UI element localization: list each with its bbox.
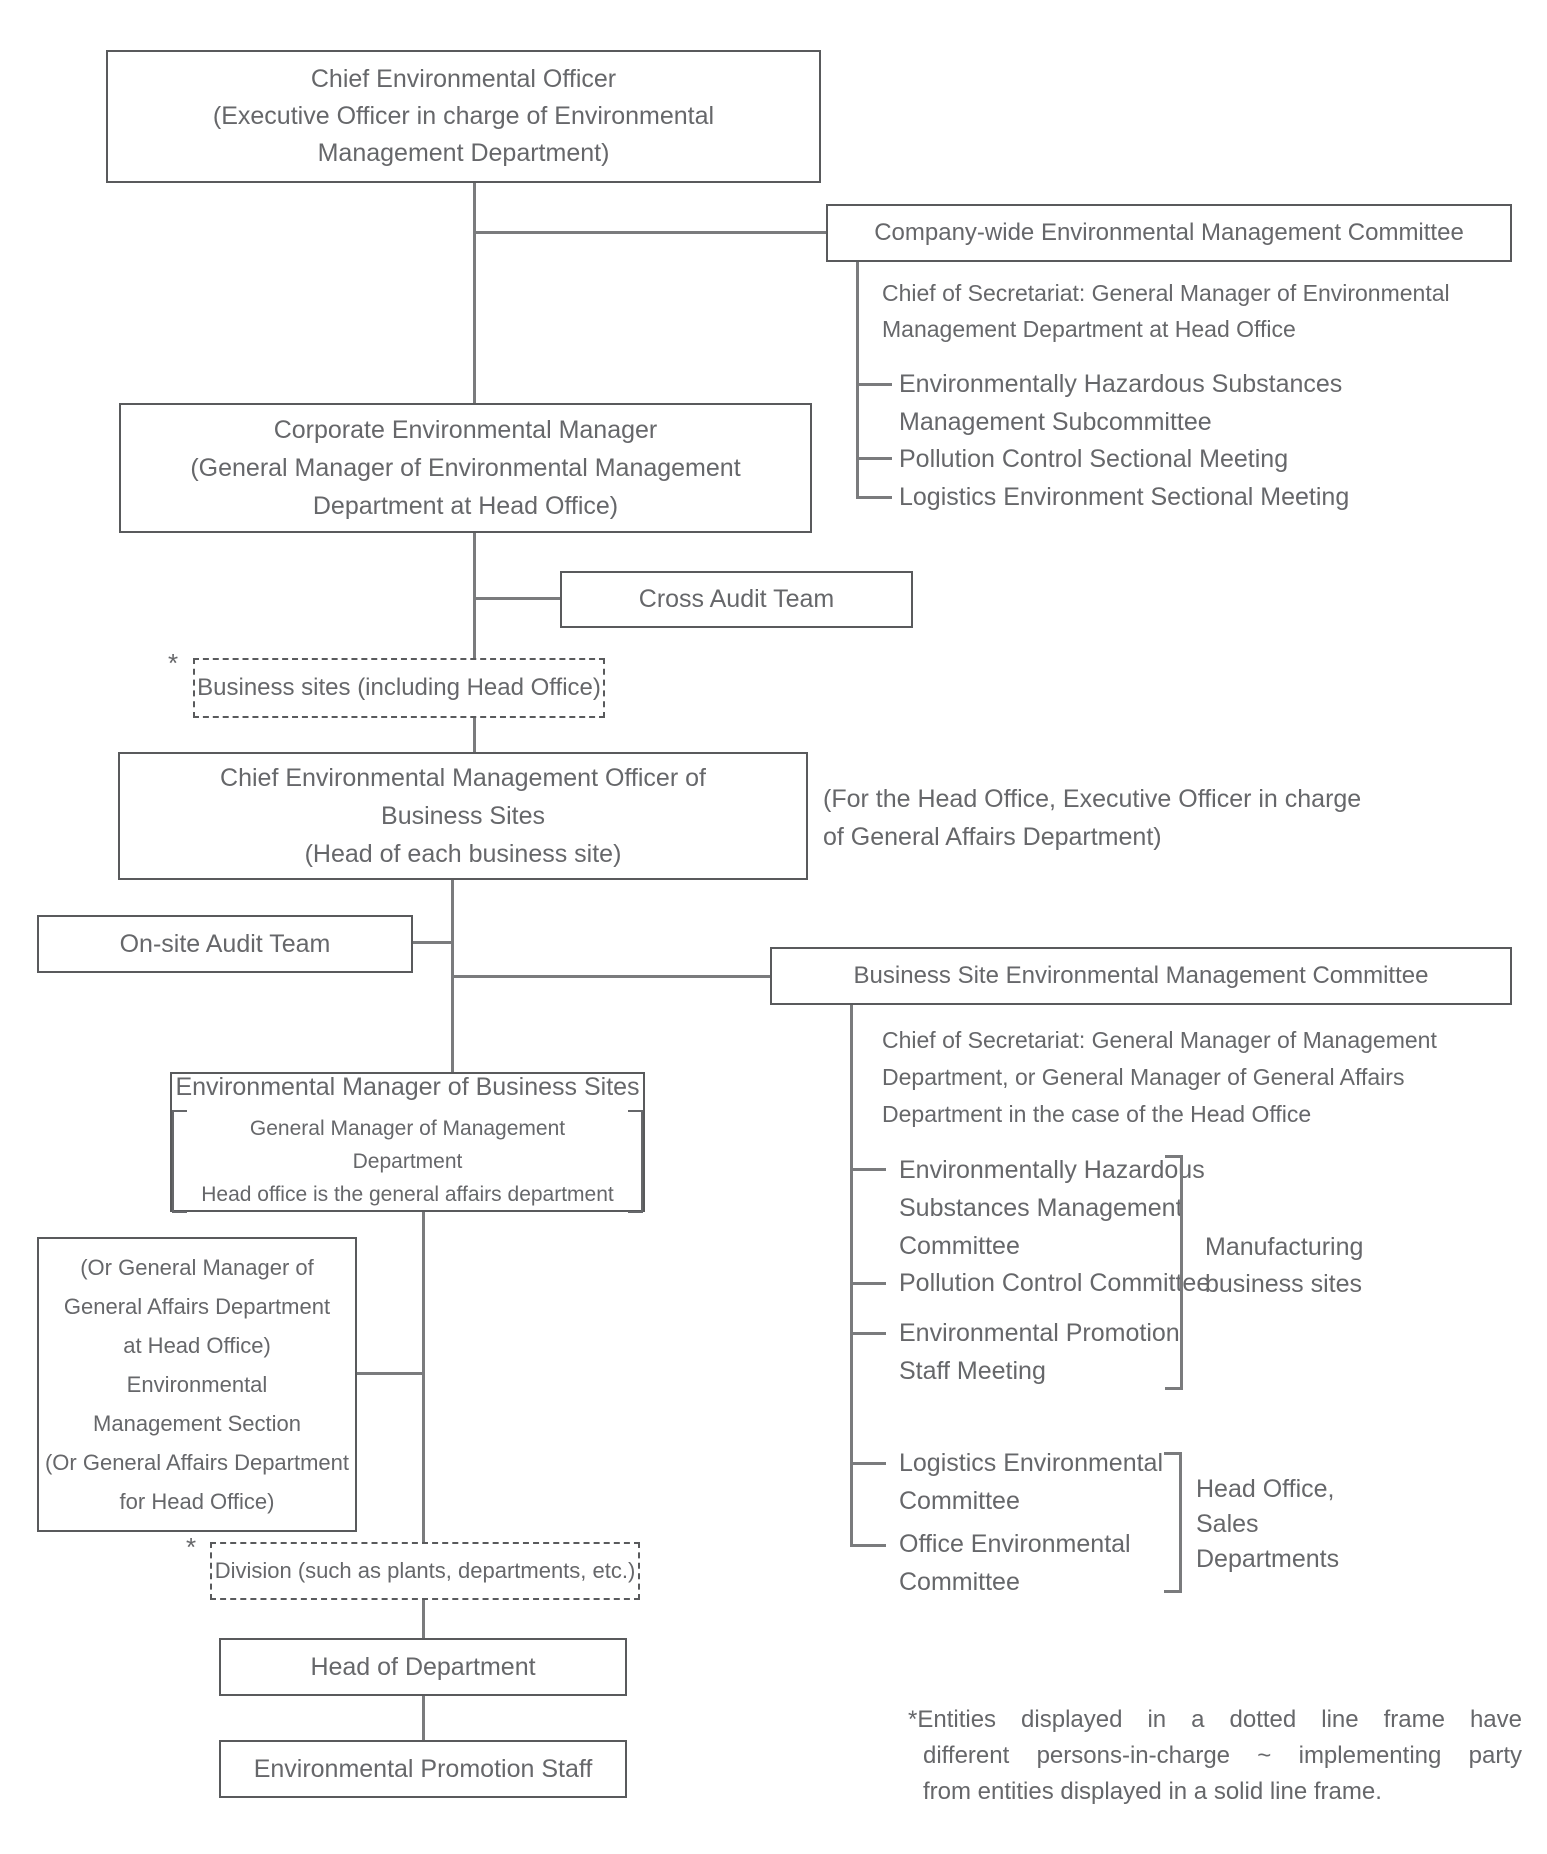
committee-item: Pollution Control Committee xyxy=(899,1269,1211,1297)
bracketed-note xyxy=(172,1110,643,1213)
manufacturing-group-label: Manufacturing business sites xyxy=(1205,1233,1364,1298)
box-text-line: (Executive Officer in charge of Environmental xyxy=(212,102,715,130)
box-text-line: (General Manager of Environmental Management xyxy=(190,454,741,482)
environmental-manager-of-business-sites-box xyxy=(170,1072,645,1212)
subcommittee-item: Environmentally Hazardous Substances Management Subcommittee xyxy=(899,370,1343,436)
corporate-environmental-manager-box xyxy=(119,403,812,533)
companywide-committee-list-spine xyxy=(856,262,859,499)
connector-corporate-to-sites xyxy=(473,533,476,658)
box-text-line: Head of Department xyxy=(310,1652,536,1681)
connector-to-cross-audit xyxy=(473,597,560,600)
box-text-line: General Manager of Management Department xyxy=(249,1116,566,1173)
environmental-promotion-staff-box xyxy=(219,1740,627,1798)
connector-to-onsite-audit xyxy=(413,941,451,944)
box-text-line: Head office is the general affairs department xyxy=(201,1182,614,1206)
cross-audit-team-box xyxy=(560,571,913,628)
connector-section-to-trunk xyxy=(357,1372,422,1375)
committee-item: Environmental Promotion Staff Meeting xyxy=(899,1319,1180,1385)
chief-environmental-officer-box xyxy=(106,50,821,183)
right-square-bracket xyxy=(628,1110,643,1213)
list-tick xyxy=(850,1168,886,1171)
box-text-line: Environmental xyxy=(126,1372,268,1397)
onsite-audit-team-box xyxy=(37,915,413,973)
head-office-parenthetical-note: (For the Head Office, Executive Officer in charge of General Affairs Department) xyxy=(823,785,1362,851)
connector-head-to-staff xyxy=(422,1696,425,1740)
subcommittee-item: Pollution Control Sectional Meeting xyxy=(899,445,1289,473)
box-text-line: Chief Environmental Officer xyxy=(310,65,617,93)
box-text-line: Management Department) xyxy=(317,139,610,167)
business-site-environmental-management-committee-box xyxy=(770,947,1512,1005)
dotted-frame-asterisk: * xyxy=(186,1532,197,1562)
box-text-line: (Or General Affairs Department xyxy=(44,1450,350,1475)
business-site-committee-list-spine xyxy=(850,1005,853,1547)
subcommittee-item: Logistics Environment Sectional Meeting xyxy=(899,483,1350,511)
left-square-bracket xyxy=(172,1110,187,1213)
head-office-sales-group-bracket xyxy=(1164,1452,1182,1593)
list-tick xyxy=(850,1462,886,1465)
companywide-secretariat-note: Chief of Secretariat: General Manager of Environmental Management Department at Head Office xyxy=(882,280,1450,342)
box-text-line: (Head of each business site) xyxy=(304,840,622,868)
box-text-line: Business Site Environmental Management Committee xyxy=(853,962,1429,989)
footnote: *Entities displayed in a dotted line frame have different persons-in-charge ~ implementing party from entities displayed in a solid line frame. xyxy=(908,1706,1522,1805)
box-text-line: Chief Environmental Management Officer of xyxy=(220,764,706,792)
box-text-line: at Head Office) xyxy=(123,1333,271,1358)
connector-sites-to-chief xyxy=(473,718,476,752)
manufacturing-group-bracket xyxy=(1165,1155,1183,1390)
connector-division-to-head xyxy=(422,1600,425,1638)
box-text-line: Department at Head Office) xyxy=(312,492,619,520)
list-tick xyxy=(856,457,892,460)
box-text-line: (Or General Manager of xyxy=(80,1255,314,1280)
box-text-line: Corporate Environmental Manager xyxy=(273,416,658,444)
connector-to-companywide-committee xyxy=(473,231,826,234)
box-text-line: for Head Office) xyxy=(119,1489,275,1514)
connector-env-manager-to-division xyxy=(422,1212,425,1542)
box-text-line: Business Sites xyxy=(381,802,545,830)
chief-environmental-management-officer-box xyxy=(118,752,808,880)
box-text-line: Business sites (including Head Office) xyxy=(197,674,601,701)
box-text-line: Environmental Promotion Staff xyxy=(253,1754,593,1783)
division-dotted-box xyxy=(210,1542,640,1600)
connector-ceo-to-corporate xyxy=(473,183,476,403)
box-text-line: Division (such as plants, departments, etc.) xyxy=(214,1558,636,1583)
head-of-department-box xyxy=(219,1638,627,1696)
list-tick xyxy=(856,383,892,386)
box-text-line: Environmental Manager of Business Sites xyxy=(175,1072,640,1101)
committee-item: Environmentally Hazardous Substances Management Committee xyxy=(899,1156,1205,1260)
dotted-frame-asterisk: * xyxy=(168,648,179,678)
business-site-secretariat-note: Chief of Secretariat: General Manager of Management Department, or General Manager of General Affairs Department in the case of the Head Office xyxy=(882,1027,1437,1127)
connector-to-business-site-committee xyxy=(451,975,770,978)
list-tick xyxy=(850,1332,886,1335)
environmental-management-section-box xyxy=(37,1237,357,1532)
companywide-environmental-management-committee-box xyxy=(826,204,1512,262)
committee-item: Office Environmental Committee xyxy=(899,1530,1131,1596)
head-office-sales-group-label: Head Office, Sales Departments xyxy=(1196,1475,1340,1573)
business-sites-dotted-box xyxy=(193,658,605,718)
list-tick xyxy=(850,1282,886,1285)
box-text-line: Management Section xyxy=(93,1411,301,1436)
box-text-line: Cross Audit Team xyxy=(638,585,835,613)
list-tick xyxy=(856,496,892,499)
list-tick xyxy=(850,1544,886,1547)
box-text-line: Company-wide Environmental Management Committee xyxy=(874,219,1464,246)
box-text-line: On-site Audit Team xyxy=(119,929,331,958)
box-text-line: General Affairs Department xyxy=(63,1294,331,1319)
committee-item: Logistics Environmental Committee xyxy=(899,1449,1164,1515)
